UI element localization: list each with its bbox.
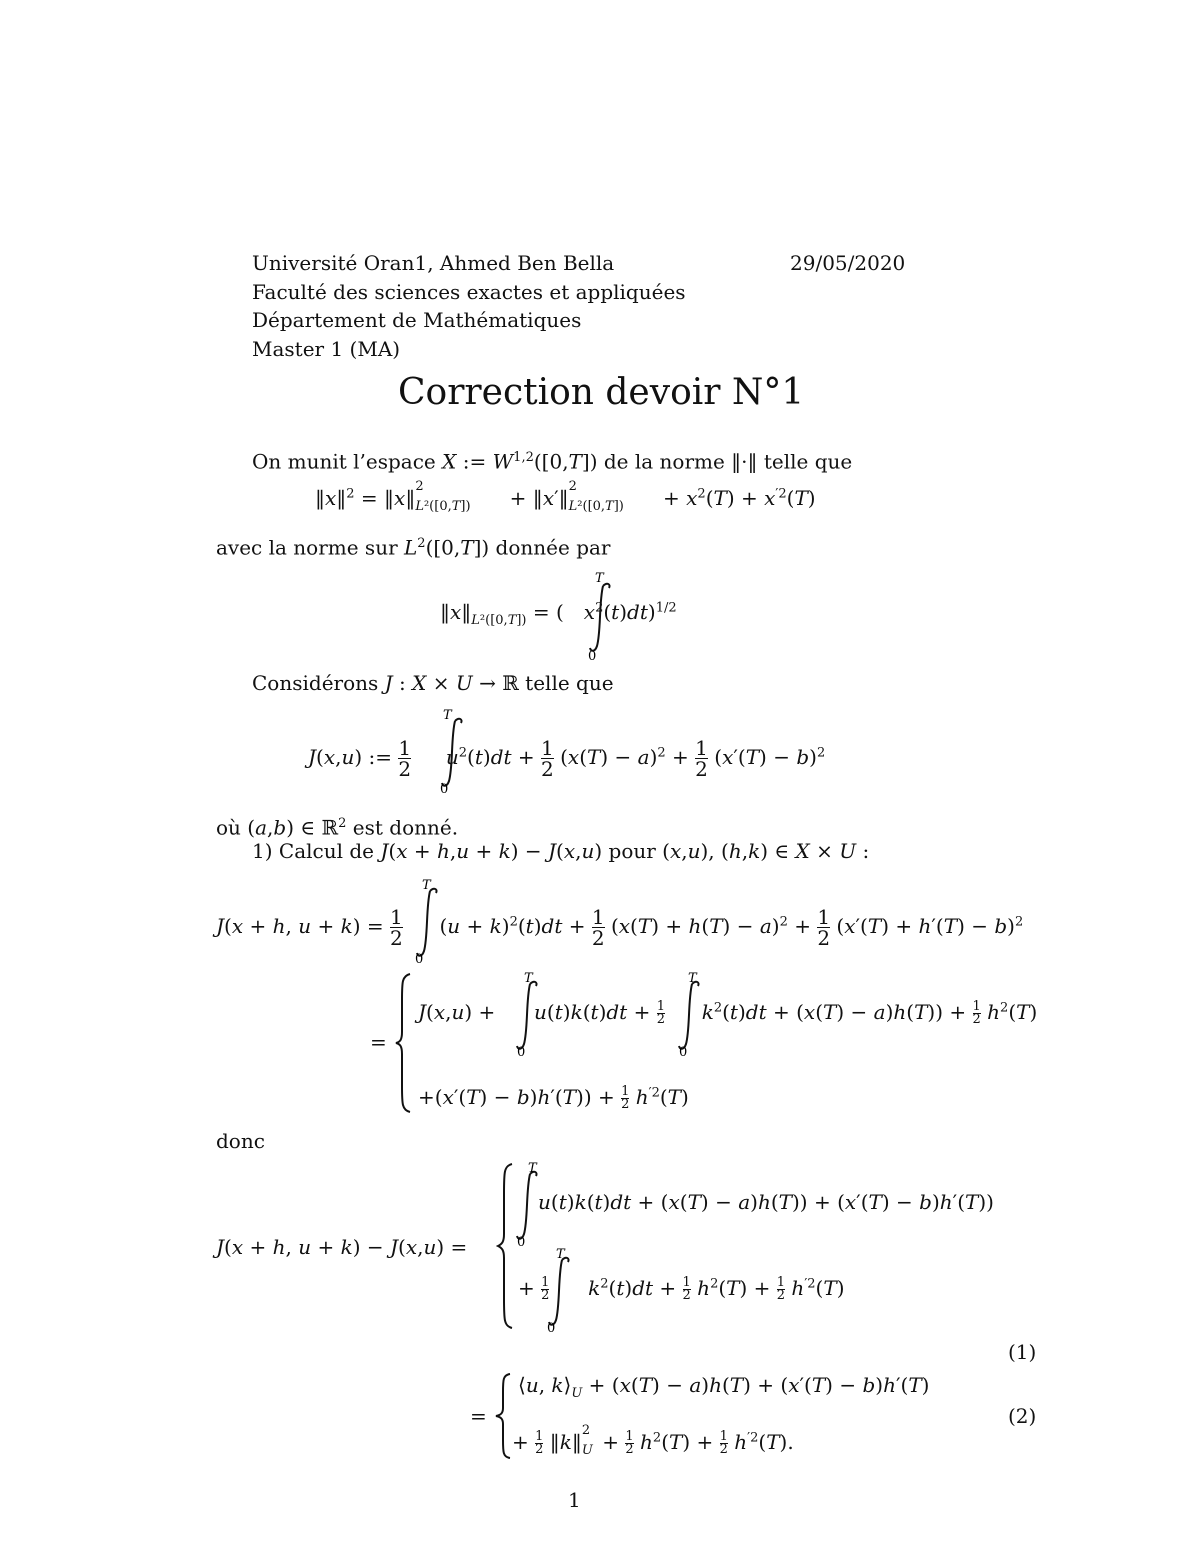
integral-sign xyxy=(544,1246,574,1336)
difference-case-2: + $\frac{1}{2}$ $k^2(t)dt$ + $\frac{1}{2}$ $h^2(T)$ + $\frac{1}{2}$ $h^{'2}(T)$ xyxy=(518,1275,845,1303)
final-case-2: + $\frac{1}{2}$ ‖k‖ 2 U + $\frac{1}{2}$ $h^2(T)$ + $\frac{1}{2}$ $h^{'2}(T)$. xyxy=(512,1423,794,1458)
donc-text: donc xyxy=(216,1129,265,1153)
expansion-case-1: J(x,u) + u(t)k(t)dt + $\frac{1}{2}$ $k^2(t)dt + (x(T) - a)h(T)$) + $\frac{1}{2}$ $h^2(T)$ xyxy=(418,999,1038,1027)
expansion-case-2: +(x′(T) − b)h′(T)) + $\frac{1}{2}$ $h^{'2}(T)$ xyxy=(418,1084,689,1112)
svg-text:0: 0 xyxy=(517,1235,526,1250)
svg-text:0: 0 xyxy=(588,649,597,662)
integral-sign xyxy=(585,572,615,662)
svg-text:0: 0 xyxy=(440,782,449,797)
equation-number: (1) xyxy=(1008,1340,1037,1364)
integral-sign xyxy=(674,970,704,1060)
integral-sign xyxy=(512,970,542,1060)
svg-text:T: T xyxy=(688,971,697,986)
page-number: 1 xyxy=(568,1488,581,1512)
l2-norm-equation: $‖x‖_{L^2([0,T])}$ = ( $x^2(t)dt)^{1/2}$ xyxy=(440,600,677,628)
document-date: 29/05/2020 xyxy=(790,251,906,275)
svg-text:0: 0 xyxy=(679,1045,688,1060)
left-brace xyxy=(394,970,414,1116)
svg-text:T: T xyxy=(595,572,604,586)
svg-text:T: T xyxy=(528,1161,537,1176)
integral-sign xyxy=(437,707,467,797)
final-case-1: ⟨u, $k⟩_U + (x(T) - a)h(T) + (x'(T) - b)h'(T)$ xyxy=(518,1373,930,1401)
j-definition-equation: J(x,u) := $\frac{1}{2}$ $u^2(t)dt$ + $\frac{1}{2}$ $(x(T) - a)^2$ + $\frac{1}{2}$ $(x'(T) - b)^2$ xyxy=(308,736,826,781)
integral-sign xyxy=(412,877,442,967)
avec-text: avec la norme sur $L^2([0,T])$ donnée par xyxy=(216,535,611,560)
svg-text:0: 0 xyxy=(415,952,424,967)
difference-case-1: u(t)k(t)dt + (x(T) − a)h(T)) + (x′(T) − b)h′(T)) xyxy=(538,1190,994,1214)
page-title: Correction devoir N°1 xyxy=(398,372,805,413)
faculty-name: Faculté des sciences exactes et appliquées xyxy=(252,280,686,304)
norm-equation: ‖x‖$^2$ = ‖x‖ 2 L²([0,T]) + ‖x′‖ 2 L²([0,T]) + $x^2(T) + x^{'2}(T)$ xyxy=(315,479,816,514)
svg-text:T: T xyxy=(556,1247,565,1262)
equals-sign: = xyxy=(470,1404,487,1428)
expansion-equation: J(x + h, u + k) = $\frac{1}{2}$ $(u + k)^2(t)dt$ + $\frac{1}{2}$ $(x(T) + h(T) - a)^2$ + $\frac{1}{2}$ $(x'(T) + h'(T) - b)^2$ xyxy=(216,905,1024,950)
svg-text:T: T xyxy=(524,971,533,986)
equation-number: (2) xyxy=(1008,1404,1037,1428)
left-brace xyxy=(494,1370,514,1462)
equals-sign: = xyxy=(370,1030,387,1054)
department-name: Département de Mathématiques xyxy=(252,308,582,332)
ou-text: où (a,b) ∈ ℝ$^2$ est donné. xyxy=(216,815,459,840)
program-level: Master 1 (MA) xyxy=(252,337,401,361)
step1-text: 1) Calcul de J(x + h,u + k) − J(x,u) pour (x,u), (h,k) ∈ X × U : xyxy=(252,839,870,863)
svg-text:0: 0 xyxy=(517,1045,526,1060)
considerons-text: Considérons J : X × U → ℝ telle que xyxy=(252,671,614,695)
svg-text:T: T xyxy=(443,708,452,723)
intro-text: On munit l’espace X := W$^{1,2}$([0,T]) de la norme ‖·‖ telle que xyxy=(252,449,853,474)
difference-lhs: J(x + h, u + k) − J(x,u) = xyxy=(216,1235,468,1259)
svg-text:0: 0 xyxy=(547,1321,556,1336)
svg-text:T: T xyxy=(422,878,431,893)
university-name: Université Oran1, Ahmed Ben Bella xyxy=(252,251,615,275)
